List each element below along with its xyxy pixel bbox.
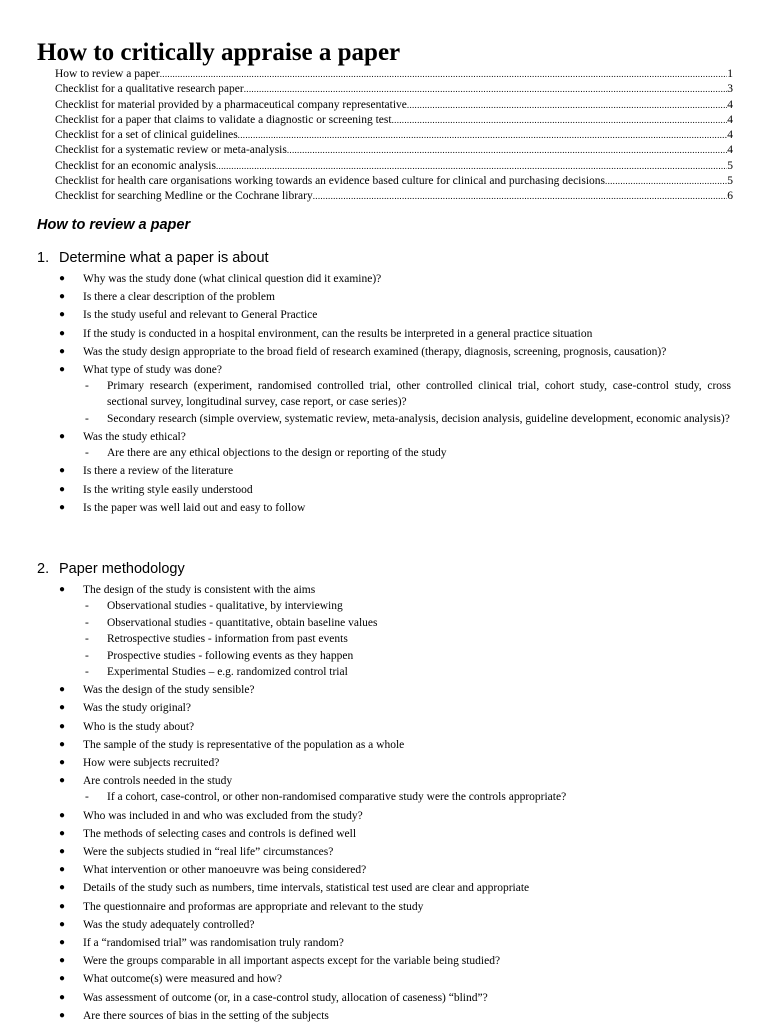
bullet-icon: ● (59, 991, 66, 1003)
list-item (59, 737, 731, 755)
sub-list-item-text: Experimental Studies – e.g. randomized control trial (107, 665, 348, 678)
list-item (59, 429, 731, 445)
bullet-icon: ● (59, 291, 66, 303)
list-item-text: Is the paper was well laid out and easy to follow (83, 501, 306, 514)
toc-entry[interactable] (55, 159, 733, 174)
toc-entry-page: 4 (727, 98, 733, 111)
toc-entry-label: Checklist for a systematic review or meta-analysis (55, 144, 287, 157)
list-item-text: Who is the study about? (83, 720, 195, 733)
list-item-text: Was assessment of outcome (or, in a case-control study, allocation of caseness) “blind”? (83, 991, 488, 1004)
bullet-icon: ● (59, 900, 66, 912)
sub-list-item-text: Retrospective studies - information from past events (107, 633, 348, 646)
sub-list-item-text: Primary research (experiment, randomised controlled trial, other controlled clinical trial, cohort study, case-control study, cross sectional survey, longitudinal survey, case report, or case series)? (107, 380, 731, 409)
list-item-text: Was the study original? (83, 702, 191, 715)
bullet-icon: ● (59, 720, 66, 732)
toc-entry[interactable] (55, 82, 733, 97)
list-item (59, 880, 731, 898)
dash-icon: - (85, 791, 89, 804)
checklist (0, 582, 768, 1026)
subsection-number: 1. (37, 250, 50, 266)
bullet-icon: ● (59, 363, 66, 375)
bullet-icon: ● (59, 955, 66, 967)
toc-entry-label: Checklist for an economic analysis (55, 159, 216, 172)
sub-list-item-text: Secondary research (simple overview, systematic review, meta-analysis, decision analysis, guideline development, economic analysis)? (107, 412, 730, 425)
bullet-icon: ● (59, 775, 66, 787)
toc-entry-page: 5 (727, 175, 733, 188)
toc-entry-label: Checklist for a paper that claims to validate a diagnostic or screening test (55, 113, 392, 126)
toc-entry-page: 6 (727, 190, 733, 203)
list-item-text: Was the study ethical? (83, 430, 186, 443)
list-item-text: Details of the study such as numbers, time intervals, statistical test used are clear and appropriate (83, 882, 530, 895)
toc-entry[interactable] (55, 113, 733, 128)
bullet-icon: ● (59, 973, 66, 985)
bullet-icon: ● (59, 483, 66, 495)
dash-icon: - (85, 380, 89, 393)
list-item-text: The questionnaire and proformas are appropriate and relevant to the study (83, 900, 424, 913)
dash-icon: - (85, 412, 89, 425)
list-item-text: What type of study was done? (83, 363, 222, 376)
dash-icon: - (85, 633, 89, 646)
list-item (59, 463, 731, 481)
bullet-icon: ● (59, 809, 66, 821)
bullet-icon: ● (59, 465, 66, 477)
list-item-text: Was the study adequately controlled? (83, 918, 255, 931)
toc-entry[interactable] (55, 98, 733, 113)
list-item-text: Who was included in and who was excluded from the study? (83, 809, 363, 822)
bullet-icon: ● (59, 864, 66, 876)
list-item (59, 1008, 731, 1026)
list-item-text: The design of the study is consistent with the aims (83, 584, 316, 596)
toc-leader-dots (244, 82, 728, 97)
sub-list-item-text: Prospective studies - following events as they happen (107, 649, 354, 662)
bullet-icon: ● (59, 327, 66, 339)
sub-list-item (85, 664, 731, 682)
toc-entry-label: How to review a paper (55, 68, 160, 80)
list-item (59, 862, 731, 880)
list-item-text: The methods of selecting cases and controls is defined well (83, 827, 357, 840)
sub-list-item (85, 631, 731, 647)
sub-list-item (85, 789, 731, 807)
list-item (59, 990, 731, 1008)
toc-entry[interactable] (55, 67, 733, 82)
sub-list-item-text: If a cohort, case-control, or other non-randomised comparative study were the controls appropriate? (107, 791, 567, 804)
bullet-icon: ● (59, 702, 66, 714)
list-item (59, 953, 731, 971)
sub-list-item (85, 648, 731, 664)
list-item-text: Are controls needed in the study (83, 775, 233, 788)
toc-leader-dots (407, 98, 727, 113)
toc-entry-label: Checklist for searching Medline or the Cochrane library (55, 190, 313, 203)
bullet-icon: ● (59, 309, 66, 321)
bullet-icon: ● (59, 501, 66, 513)
list-item (59, 700, 731, 718)
toc-entry-page: 5 (727, 159, 733, 172)
toc-leader-dots (160, 67, 728, 82)
toc-leader-dots (238, 128, 728, 143)
list-item (59, 362, 731, 378)
dash-icon: - (85, 665, 89, 678)
toc-leader-dots (313, 189, 728, 204)
list-item (59, 500, 731, 518)
subsection-number: 2. (37, 561, 50, 577)
list-item-text: The sample of the study is representative of the population as a whole (83, 738, 405, 751)
list-item (59, 755, 731, 773)
list-item (59, 271, 731, 289)
table-of-contents (55, 67, 733, 205)
subsection-title: Paper methodology (59, 561, 185, 577)
toc-leader-dots (216, 159, 727, 174)
list-item (59, 826, 731, 844)
toc-entry-label: Checklist for health care organisations working towards an evidence based culture for clinical and purchasing decisions (55, 175, 606, 188)
sub-list-item-text: Are there are any ethical objections to the design or reporting of the study (107, 447, 447, 460)
bullet-icon: ● (59, 1009, 66, 1021)
list-item-text: Is there a clear description of the problem (83, 291, 275, 304)
subsection-heading (37, 560, 185, 578)
subsection-heading (37, 249, 269, 267)
sub-list-item-text: Observational studies - qualitative, by interviewing (107, 600, 343, 613)
checklist (0, 271, 768, 518)
dash-icon: - (85, 649, 89, 662)
list-item-text: Were the groups comparable in all important aspects except for the variable being studied? (83, 955, 501, 968)
list-item-text: How were subjects recruited? (83, 756, 220, 769)
list-item (59, 682, 731, 700)
sub-list-item-text: Observational studies - quantitative, obtain baseline values (107, 616, 378, 629)
list-item-text: Is there a review of the literature (83, 465, 234, 478)
toc-entry-page: 3 (727, 83, 733, 96)
toc-entry-label: Checklist for material provided by a pharmaceutical company representative (55, 98, 407, 111)
list-item-text: If a “randomised trial” was randomisation truly random? (83, 936, 344, 949)
bullet-icon: ● (59, 936, 66, 948)
toc-entry-page: 4 (727, 113, 733, 126)
toc-entry-label: Checklist for a set of clinical guidelines (55, 129, 238, 142)
bullet-icon: ● (59, 738, 66, 750)
subsection-title: Determine what a paper is about (59, 250, 269, 266)
toc-entry-page: 1 (727, 68, 733, 80)
page-title: How to critically appraise a paper (37, 39, 401, 66)
toc-entry[interactable] (55, 189, 733, 204)
toc-entry[interactable] (55, 174, 733, 189)
list-item-text: What intervention or other manoeuvre was being considered? (83, 864, 367, 877)
section-heading: How to review a paper (37, 217, 191, 233)
list-item (59, 582, 731, 598)
list-item (59, 344, 731, 362)
dash-icon: - (85, 447, 89, 460)
list-item (59, 482, 731, 500)
list-item (59, 307, 731, 325)
sub-list-item (85, 445, 731, 463)
toc-entry-page: 4 (727, 144, 733, 157)
toc-entry-label: Checklist for a qualitative research paper (55, 83, 244, 96)
list-item-text: Is the study useful and relevant to General Practice (83, 309, 318, 322)
sub-list-item (85, 598, 731, 614)
list-item (59, 971, 731, 989)
list-item-text: Was the study design appropriate to the broad field of research examined (therapy, diagnosis, screening, prognosis, causation)? (83, 345, 667, 358)
toc-entry-page: 4 (727, 129, 733, 142)
list-item (59, 935, 731, 953)
bullet-icon: ● (59, 756, 66, 768)
sub-list-item (85, 378, 731, 410)
list-item (59, 719, 731, 737)
list-item (59, 289, 731, 307)
list-item (59, 808, 731, 826)
dash-icon: - (85, 616, 89, 629)
list-item-text: Were the subjects studied in “real life” circumstances? (83, 846, 334, 859)
list-item (59, 844, 731, 862)
list-item (59, 773, 731, 789)
toc-leader-dots (287, 143, 727, 158)
list-item-text: Are there sources of bias in the setting of the subjects (83, 1009, 329, 1022)
list-item (59, 326, 731, 344)
toc-entry[interactable] (55, 143, 733, 158)
bullet-icon: ● (59, 846, 66, 858)
dash-icon: - (85, 600, 89, 613)
sub-list-item (85, 615, 731, 631)
sub-list-item (85, 411, 731, 429)
bullet-icon: ● (59, 273, 66, 284)
toc-entry[interactable] (55, 128, 733, 143)
list-item-text: Is the writing style easily understood (83, 483, 253, 496)
bullet-icon: ● (59, 430, 66, 442)
bullet-icon: ● (59, 584, 66, 595)
list-item-text: Was the design of the study sensible? (83, 684, 255, 697)
bullet-icon: ● (59, 827, 66, 839)
toc-leader-dots (392, 113, 728, 128)
bullet-icon: ● (59, 684, 66, 696)
bullet-icon: ● (59, 345, 66, 357)
list-item (59, 917, 731, 935)
list-item-text: Why was the study done (what clinical question did it examine)? (83, 273, 382, 285)
toc-leader-dots (605, 174, 727, 189)
list-item-text: If the study is conducted in a hospital environment, can the results be interpreted in a general practice situation (83, 327, 593, 340)
list-item (59, 899, 731, 917)
bullet-icon: ● (59, 918, 66, 930)
bullet-icon: ● (59, 882, 66, 894)
list-item-text: What outcome(s) were measured and how? (83, 973, 282, 986)
